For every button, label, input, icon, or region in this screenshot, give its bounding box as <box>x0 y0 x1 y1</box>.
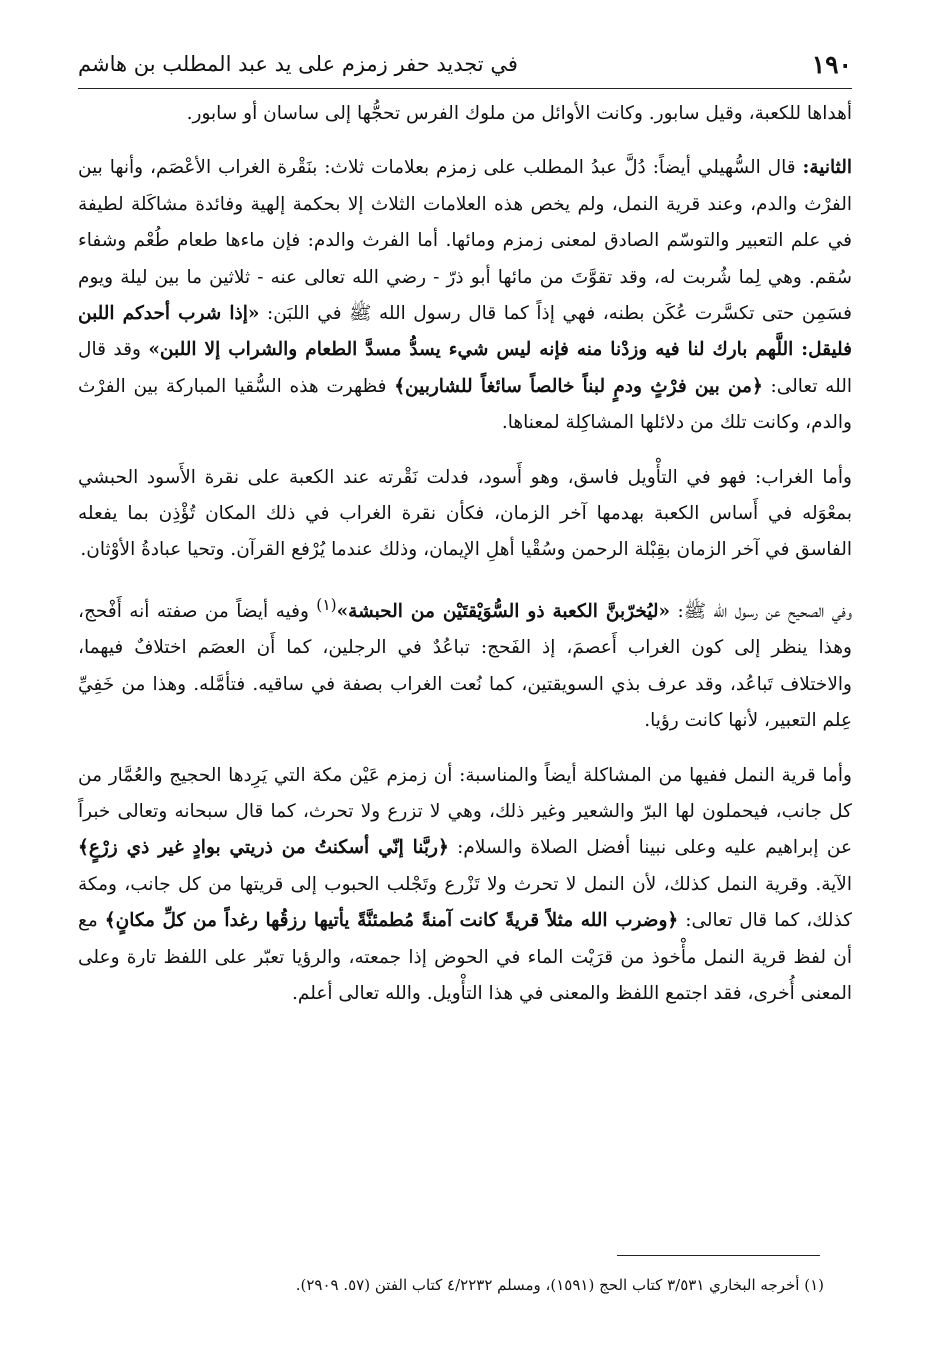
paragraph-3-text: وأما الغراب: فهو في التأْويل فاسق، وهو أَسود، فدلت نَقْرته عند الكعبة على نقرة الأَسود الحبشي بمعْوَله في أَساس الكعبة بهدمها آخر الزمان، فكأن نقرة الغراب في ذلك المكان تُؤْذِن بما يفعله الفاسق في آخر الزمان بقِبْلة الرحمن وسُقْيا أهلِ الإيمان، وذلك عندما يُرْفع القرآن. وتحيا عبادةُ الأوْثان. <box>78 466 852 561</box>
paragraph-4-text-2: وفيه أيضاً من صفته أنه أَفْحج، وهذا ينظر إلى كون الغراب أَعصمَ، إذ الفَحج: تباعُدٌ في الرجلين، كما أَن العصَم اختلافٌ فيهما، والاختلاف تَباعُد، وقد عرف بذي السويقتين، كما نُعت الغراب بصفة في ساقيه. فتأمَّله. وهذا من خَفِيِّ عِلم التعبير، لأنها كانت رؤيا. <box>78 601 852 732</box>
body-text <box>78 96 852 1013</box>
paragraph-4-hadith: «ليُخرّبنَّ الكعبة ذو السُّوَيْقتَيْن من الحبشة» <box>336 601 671 623</box>
footnote-reference[interactable]: (١) <box>316 595 337 614</box>
footnote: (١) أخرجه البخاري ٣/٥٣١ كتاب الحج (١٥٩١)، ومسلم ٤/٢٢٣٢ كتاب الفتن (٥٧. ٢٩٠٩). <box>295 1276 824 1294</box>
paragraph-2 <box>78 150 852 441</box>
running-title: في تجديد حفر زمزم على يد عبد المطلب بن هاشم <box>78 52 518 76</box>
paragraph-4 <box>78 587 852 740</box>
running-header <box>78 40 852 89</box>
paragraph-5-text-2: الآية. وقرية النمل كذلك، لأن النمل لا تحرث ولا تَزْرع وتَجْلب الحبوب إلى قريتها من كل جانب، ومكة كذلك، كما قال تعالى: <box>78 873 852 932</box>
footnote-divider <box>617 1255 820 1256</box>
paragraph-4-text-1: وفي الصحيح عن رسول الله ﷺ: <box>670 601 853 623</box>
paragraph-2-quran: ﴿من بين فرْثٍ ودمٍ لبناً خالصاً سائغاً للشاربين﴾ <box>394 375 763 397</box>
paragraph-2-text-1: قال السُّهيلي أيضاً: دُلَّ عبدُ المطلب على زمزم بعلامات ثلاث: بنَقْرة الغراب الأعْصَم، وأنها بين الفرْث والدم، وعند قرية النمل، ولم يخص هذه العلامات الثلاث إلا بحكمة إلهية وفائدة مشاكَلة لطيفة في علم التعبير والتوسّم الصادق لمعنى زمزم ومائها. أما الفرث والدم: فإن ماءها طعام طُعْم وشفاء سُقم. وهي لِما شُربت له، وقد تقوَّتَ من مائها أبو ذرّ - رضي الله تعالى عنه - ثلاثين ما بين ليلة ويوم فسَمِن حتى تكسَّرت عُكَن بطنه، فهي إذاً كما قال رسول الله ﷺ في اللبَن: <box>78 157 852 325</box>
paragraph-3 <box>78 460 852 569</box>
paragraph-1-text: أهداها للكعبة، وقيل سابور. وكانت الأوائل من ملوك الفرس تحجُّها إلى ساسان أو سابور. <box>186 103 852 124</box>
paragraph-2-text-2: وقد قال الله تعالى: <box>78 339 852 397</box>
paragraph-5-quran-1: ﴿ربَّنا إنّي أسكنتُ من ذريتي بوادٍ غير ذي زرْعٍ﴾ <box>78 837 449 859</box>
paragraph-2-lead: الثانية: <box>802 157 852 179</box>
paragraph-5-quran-2: ﴿وضرب الله مثلاً قريةً كانت آمنةً مُطمئنَّةً يأتيها رزقُها رغداً من كلِّ مكانٍ﴾ <box>104 910 679 932</box>
page-number: ١٩٠ <box>811 49 852 79</box>
paragraph-2-text-3: فظهرت هذه السُّقيا المباركة بين الفرْث والدم، وكانت تلك من دلائلها المشاكِلة لمعناها. <box>78 375 852 434</box>
paragraph-2-hadith: «إذا شرب أحدكم اللبن فليقل: اللَّهم بارك لنا فيه وزدْنا منه فإنه ليس شيء يسدُّ مسدَّ الطعام والشراب إلا اللبن» <box>78 303 853 361</box>
paragraph-5 <box>78 758 852 1013</box>
paragraph-5-text-3: مع أن لفظ قرية النمل مأْخوذ من قرَيْت الماء في الحوض إذا جمعته، والرؤيا تعبّر على اللفظ تارة وعلى المعنى أُخرى، فقد اجتمع اللفظ والمعنى في هذا التأْويل. والله تعالى أعلم. <box>78 910 852 1005</box>
paragraph-5-text-1: وأما قرية النمل ففيها من المشاكلة أيضاً والمناسبة: أن زمزم عَيْن مكة التي يَرِدها الحجيج والعُمَّار من كل جانب، فيحملون لها البرّ والشعير وغير ذلك، وهي لا تزرع ولا تحرث، كما قال سبحانه وتعالى خبراً عن إبراهيم عليه وعلى نبينا أفضل الصلاة والسلام: <box>78 764 852 859</box>
paragraph-1 <box>78 96 852 132</box>
